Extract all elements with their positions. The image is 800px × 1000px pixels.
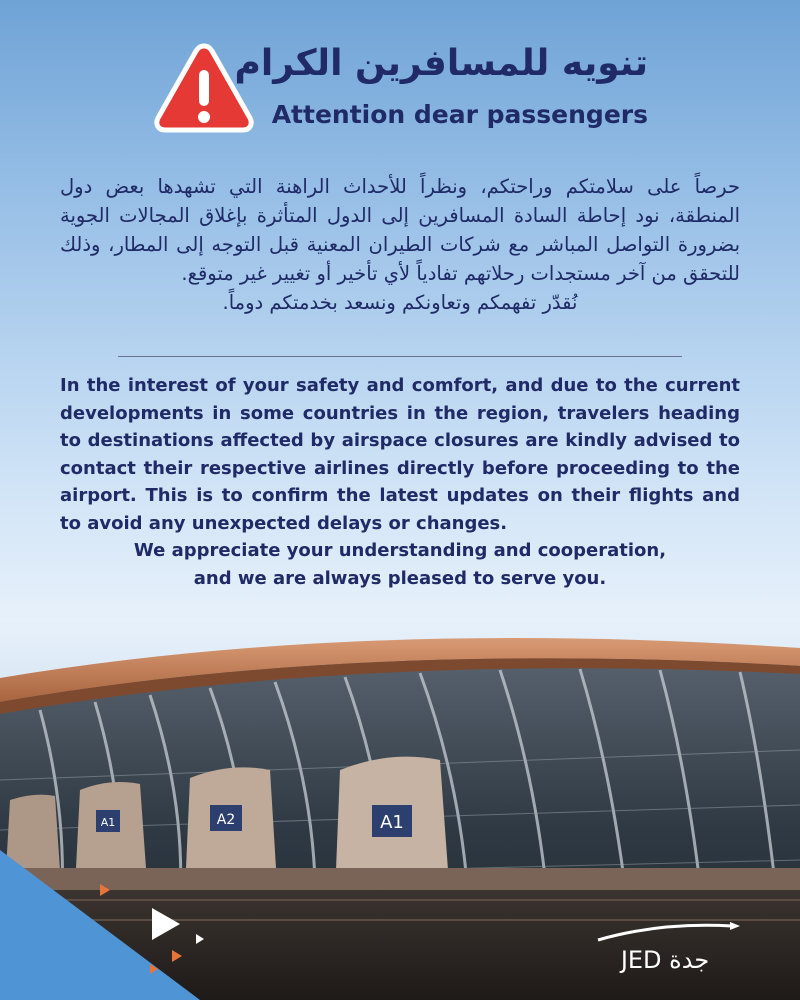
- gate-label-a1: A1: [380, 812, 404, 833]
- english-paragraph: In the interest of your safety and comfort, and due to the current developments in some countries in the region, travelers heading to destinations affected by airspace closures are kindly advised to contact their respective airlines directly before proceeding to the airport. This is to confirm the latest updates on their flights and to avoid any unexpected delays or changes.: [60, 375, 740, 534]
- gate-label-a1-far: A1: [100, 816, 116, 829]
- arabic-paragraph: حرصاً على سلامتكم وراحتكم، ونظراً للأحداث الراهنة التي تشهدها بعض دول المنطقة، نود إحاطة السادة المسافرين إلى الدول المتأثرة بإغلاق المجالات الجوية بضرورة التواصل المباشر مع شركات الطيران المعنية قبل التوجه إلى المطار، وذلك للتحقق من آخر مستجدات رحلاتهم تفادياً لأي تأخير أو تغيير غير متوقع.: [60, 175, 740, 285]
- play-arrows-icon: [92, 880, 222, 990]
- notice-body-english: [60, 372, 740, 592]
- logo-text: JED جدة: [620, 946, 710, 974]
- notice-body-arabic: [60, 172, 740, 317]
- title-arabic: تنويه للمسافرين الكرام: [234, 43, 648, 84]
- jeddah-airport-logo: [590, 918, 740, 978]
- english-closing-line-1: We appreciate your understanding and cooperation,: [133, 540, 667, 561]
- title-english: Attention dear passengers: [271, 100, 648, 129]
- divider: [118, 356, 682, 357]
- gate-label-a2: A2: [216, 812, 236, 828]
- arabic-closing: نُقدّر تفهمكم وتعاونكم ونسعد بخدمتكم دوماً.: [222, 291, 578, 314]
- english-closing-line-2: and we are always pleased to serve you.: [193, 567, 607, 589]
